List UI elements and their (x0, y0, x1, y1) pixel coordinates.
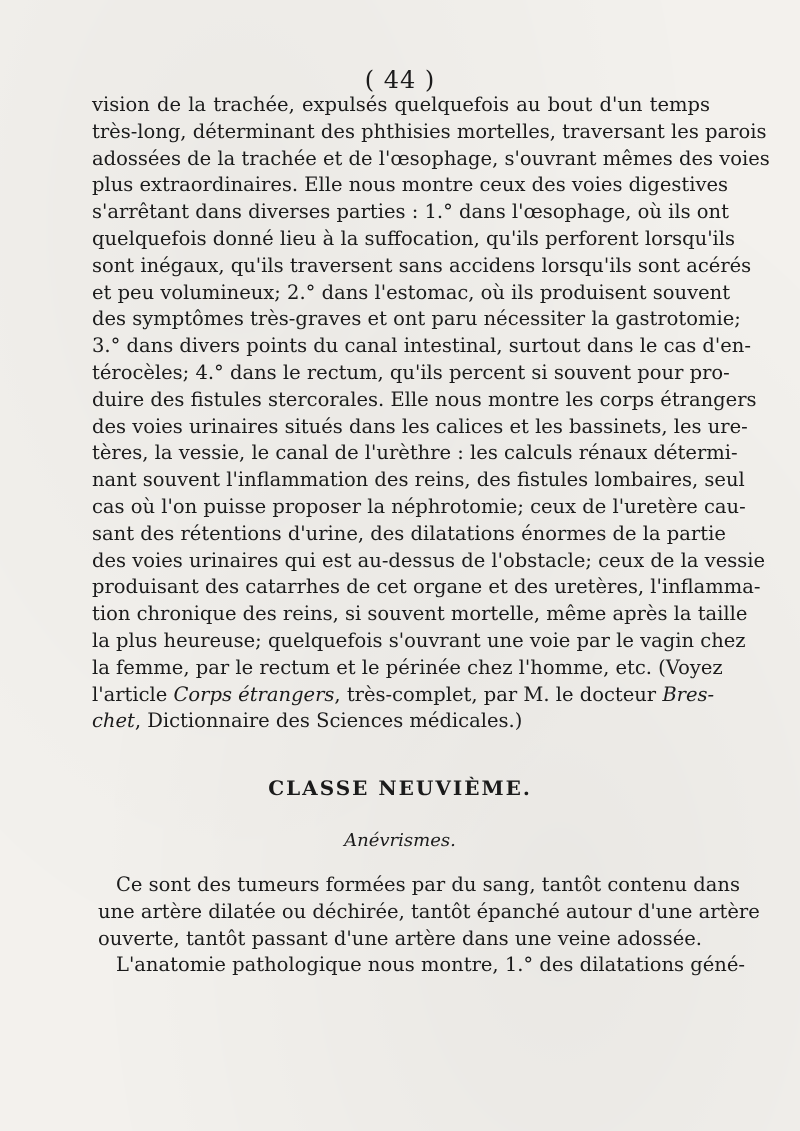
text-line: Ce sont des tumeurs formées par du sang, tantôt contenu dans (116, 873, 740, 896)
text-line: tion chronique des reins, si souvent mortelle, même après la taille (92, 602, 748, 626)
italic-author: Bres- (662, 682, 715, 706)
text-line-with-italics: l'article Corps étrangers, très-complet, par M. le docteur Bres- (92, 682, 715, 706)
text-line: térocèles; 4.° dans le rectum, qu'ils percent si souvent pour pro- (92, 360, 730, 384)
text-line: L'anatomie pathologique nous montre, 1.° des dilatations géné- (116, 953, 745, 977)
text-line: duire des fistules stercorales. Elle nous montre les corps étrangers (92, 387, 757, 411)
text-line: très-long, déterminant des phthisies mortelles, traversant les parois (92, 119, 767, 143)
paragraph-1 (92, 92, 770, 735)
text-line: des symptômes très-graves et ont paru nécessiter la gastrotomie; (92, 307, 741, 331)
text-line: nant souvent l'inflammation des reins, des fistules lombaires, seul (92, 468, 745, 492)
text-line: une artère dilatée ou déchirée, tantôt épanché autour d'une artère (98, 899, 760, 923)
text-line: des voies urinaires qui est au-dessus de l'obstacle; ceux de la vessie (92, 548, 766, 572)
paragraph-2 (98, 872, 760, 979)
text-line: vision de la trachée, expulsés quelquefois au bout d'un temps (92, 93, 710, 116)
text-line: cas où l'on puisse proposer la néphrotomie; ceux de l'uretère cau- (92, 494, 746, 518)
text-line: produisant des catarrhes de cet organe et des uretères, l'inflamma- (92, 575, 761, 599)
section-subheading: Anévrismes. (344, 830, 456, 851)
section-heading: CLASSE NEUVIÈME. (268, 776, 532, 800)
italic-author: chet (92, 709, 135, 733)
text-line: et peu volumineux; 2.° dans l'estomac, où ils produisent souvent (92, 280, 731, 304)
text-line: adossées de la trachée et de l'œsophage, s'ouvrant mêmes des voies (92, 146, 770, 170)
text-line: s'arrêtant dans diverses parties : 1.° dans l'œsophage, où ils ont (92, 200, 729, 224)
text-line: plus extraordinaires. Elle nous montre ceux des voies digestives (92, 173, 729, 197)
text-line: ouverte, tantôt passant d'une artère dans une veine adossée. (98, 926, 702, 950)
text-line: la plus heureuse; quelquefois s'ouvrant une voie par le vagin chez (92, 628, 746, 652)
page-number: ( 44 ) (364, 66, 436, 94)
text-line: des voies urinaires situés dans les calices et les bassinets, les ure- (92, 414, 748, 438)
text-line: la femme, par le rectum et le périnée chez l'homme, etc. (Voyez (92, 655, 723, 679)
text-line: tères, la vessie, le canal de l'urèthre : les calculs rénaux détermi- (92, 441, 738, 465)
text-line: sont inégaux, qu'ils traversent sans accidens lorsqu'ils sont acérés (92, 253, 752, 277)
italic-term: Corps étrangers (173, 682, 335, 706)
text-line: sant des rétentions d'urine, des dilatations énormes de la partie (92, 521, 726, 545)
text-line-with-italics: chet, Dictionnaire des Sciences médicales.) (92, 709, 523, 733)
text-line: 3.° dans divers points du canal intestinal, surtout dans le cas d'en- (92, 334, 751, 358)
text-line: quelquefois donné lieu à la suffocation, qu'ils perforent lorsqu'ils (92, 226, 736, 250)
